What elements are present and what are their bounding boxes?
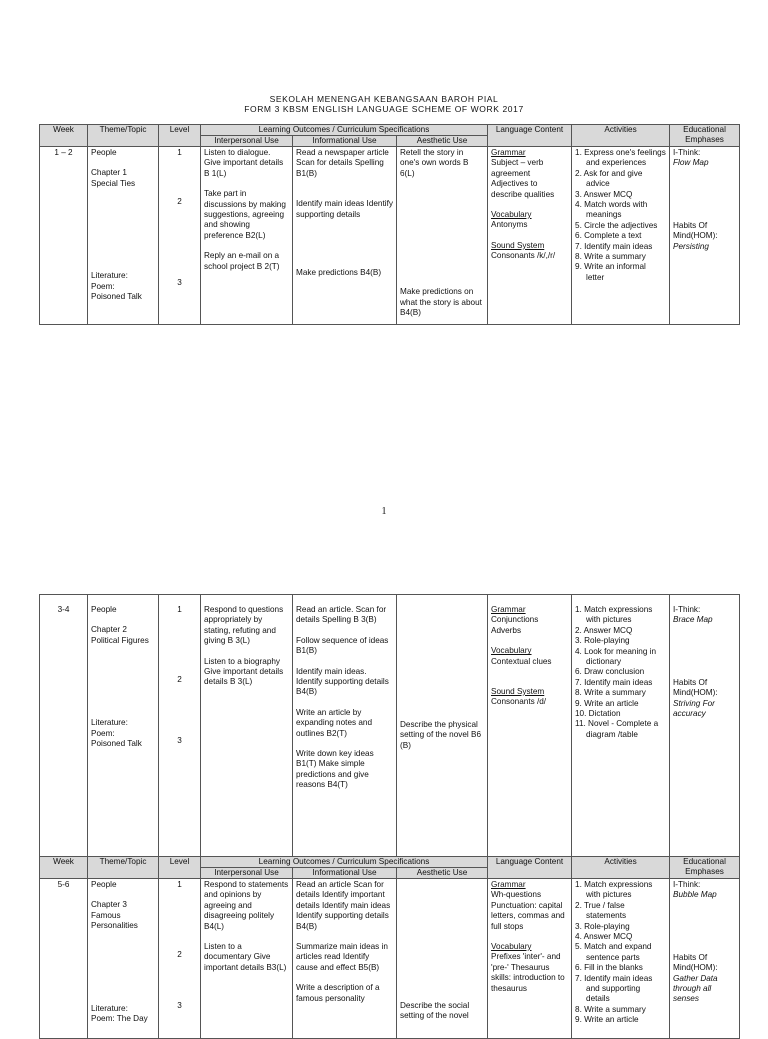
activities-cell bbox=[572, 879, 670, 1039]
ithink-label: I-Think: bbox=[673, 148, 701, 157]
level-1: 1 bbox=[177, 605, 182, 614]
sound-heading: Sound System bbox=[491, 687, 545, 697]
activity-item: 2. Answer MCQ bbox=[575, 625, 633, 635]
informational-cell bbox=[293, 595, 397, 857]
activity-item: 4. Look for meaning in dictionary bbox=[575, 646, 657, 667]
hom-value: Gather Data through all senses bbox=[673, 973, 718, 1004]
literature-label: Literature: bbox=[91, 1003, 128, 1013]
scheme-table-week-1-2 bbox=[39, 124, 740, 325]
ithink-map: Flow Map bbox=[673, 158, 709, 168]
activity-item: 2. True / false statements bbox=[575, 900, 627, 921]
col-week: Week bbox=[40, 125, 88, 147]
chapter-text: Chapter 1 bbox=[91, 168, 127, 178]
poem-title: Poisoned Talk bbox=[91, 292, 142, 302]
theme-text: People bbox=[91, 605, 117, 614]
activity-item: 6. Draw conclusion bbox=[575, 667, 645, 677]
col-theme: Theme/Topic bbox=[88, 125, 159, 147]
poem-title: Poisoned Talk bbox=[91, 739, 142, 749]
activity-item: 1. Match expressions with pictures bbox=[575, 605, 653, 625]
col-informational: Informational Use bbox=[293, 136, 397, 147]
topic-text: Special Ties bbox=[91, 178, 136, 188]
outcome-text: Describe the physical setting of the novel B6 (B) bbox=[400, 720, 482, 750]
col-interpersonal: Interpersonal Use bbox=[201, 868, 293, 879]
vocabulary-text: Contextual clues bbox=[491, 656, 552, 666]
activity-item: 2. Ask for and give advice bbox=[575, 168, 643, 189]
hom-label: Habits Of Mind(HOM): bbox=[673, 220, 718, 241]
outcome-text: Make predictions on what the story is about B4(B) bbox=[400, 287, 482, 318]
outcome-text: Respond to questions appropriately by stating, refuting and giving B 3(L) bbox=[204, 605, 284, 646]
hom-value: Persisting bbox=[673, 241, 709, 251]
col-theme: Theme/Topic bbox=[88, 857, 159, 879]
scheme-table-week-3-4 bbox=[39, 594, 740, 857]
aesthetic-cell bbox=[397, 595, 488, 857]
activity-item: 8. Write a summary bbox=[575, 1004, 646, 1014]
table-row bbox=[40, 147, 740, 325]
col-educational: Educational Emphases bbox=[670, 857, 740, 879]
poem-label: Poem: The Day bbox=[91, 1014, 148, 1024]
activity-item: 3. Answer MCQ bbox=[575, 189, 633, 199]
activity-item: 1. Express one's feelings and experiences bbox=[575, 148, 666, 168]
level-1: 1 bbox=[177, 880, 182, 889]
header-row bbox=[40, 857, 740, 868]
col-educational: Educational Emphases bbox=[670, 125, 740, 147]
grammar-text: Conjunctions Adverbs bbox=[491, 615, 539, 635]
theme-text: People bbox=[91, 148, 117, 157]
activity-item: 9. Write an informal letter bbox=[575, 262, 646, 282]
aesthetic-cell bbox=[397, 147, 488, 325]
activity-item: 1. Match expressions with pictures bbox=[575, 880, 653, 900]
col-interpersonal: Interpersonal Use bbox=[201, 136, 293, 147]
level-2: 2 bbox=[177, 675, 182, 685]
col-level: Level bbox=[159, 125, 201, 147]
theme-cell bbox=[88, 595, 159, 857]
scheme-table-week-5-6 bbox=[39, 856, 740, 1039]
sound-heading: Sound System bbox=[491, 240, 545, 250]
vocabulary-heading: Vocabulary bbox=[491, 942, 532, 952]
outcome-text: Take part in discussions by making suggestions, agreeing and showing preference B2(L) bbox=[204, 189, 286, 240]
language-cell bbox=[488, 147, 572, 325]
col-aesthetic: Aesthetic Use bbox=[397, 136, 488, 147]
outcome-text: Identify main ideas. Identify supporting details B4(B) bbox=[296, 666, 389, 697]
activity-item: 10. Dictation bbox=[575, 709, 621, 719]
ithink-map: Bubble Map bbox=[673, 890, 717, 900]
grammar-text: Wh-questions Punctuation: capital letters, commas and full stops bbox=[491, 890, 565, 931]
page-number: 1 bbox=[381, 506, 387, 517]
activity-item: 4. Answer MCQ bbox=[575, 932, 633, 942]
sound-text: Consonants /k/,/r/ bbox=[491, 251, 556, 261]
interpersonal-cell bbox=[201, 595, 293, 857]
table-row bbox=[40, 879, 740, 1039]
activities-cell bbox=[572, 595, 670, 857]
outcome-text: Read an article. Scan for details Spelling B 3(B) bbox=[296, 605, 387, 625]
activity-item: 9. Write an article bbox=[575, 1015, 639, 1025]
grammar-heading: Grammar bbox=[491, 880, 526, 889]
language-cell bbox=[488, 879, 572, 1039]
outcome-text: Write a description of a famous personality bbox=[296, 983, 380, 1003]
activity-item: 7. Identify main ideas and supporting details bbox=[575, 973, 653, 1004]
sound-text: Consonants /d/ bbox=[491, 697, 547, 707]
week-cell: 3-4 bbox=[40, 595, 88, 857]
activity-item: 9. Write an article bbox=[575, 698, 639, 708]
col-language: Language Content bbox=[488, 125, 572, 147]
outcome-text: Make predictions B4(B) bbox=[296, 268, 382, 278]
chapter-text: Chapter 2 bbox=[91, 625, 127, 635]
hom-label: Habits Of Mind(HOM): bbox=[673, 952, 718, 973]
outcome-text: Identify main ideas Identify supporting details bbox=[296, 199, 393, 219]
level-2: 2 bbox=[177, 950, 182, 960]
activity-item: 3. Role-playing bbox=[575, 921, 630, 931]
informational-cell bbox=[293, 147, 397, 325]
theme-text: People bbox=[91, 880, 117, 889]
theme-cell bbox=[88, 147, 159, 325]
col-activities: Activities bbox=[572, 857, 670, 879]
document-title: FORM 3 KBSM ENGLISH LANGUAGE SCHEME OF WORK 2017 bbox=[244, 104, 524, 114]
outcome-text: Respond to statements and opinions by agreeing and disagreeing politely B4(L) bbox=[204, 880, 289, 931]
educational-cell bbox=[670, 147, 740, 325]
col-week: Week bbox=[40, 857, 88, 879]
topic-text: Political Figures bbox=[91, 635, 149, 645]
col-language: Language Content bbox=[488, 857, 572, 879]
grammar-text: Subject – verb agreement Adjectives to describe qualities bbox=[491, 158, 555, 199]
table-row bbox=[40, 595, 740, 857]
informational-cell bbox=[293, 879, 397, 1039]
vocabulary-heading: Vocabulary bbox=[491, 646, 532, 656]
outcome-text: Listen to a documentary Give important details B3(L) bbox=[204, 942, 287, 972]
activity-item: 3. Role-playing bbox=[575, 636, 630, 646]
activity-item: 6. Fill in the blanks bbox=[575, 963, 643, 973]
level-cell bbox=[159, 879, 201, 1039]
level-3: 3 bbox=[177, 735, 182, 745]
poem-label: Poem: bbox=[91, 728, 115, 738]
level-3: 3 bbox=[177, 1000, 182, 1010]
aesthetic-cell bbox=[397, 879, 488, 1039]
activity-item: 6. Complete a text bbox=[575, 231, 642, 241]
activity-item: 5. Circle the adjectives bbox=[575, 220, 658, 230]
level-cell bbox=[159, 147, 201, 325]
header-row bbox=[40, 125, 740, 136]
outcome-text: Read an article Scan for details Identify important details Identify main ideas Identify supporting details B4(B) bbox=[296, 880, 391, 931]
literature-label: Literature: bbox=[91, 718, 128, 728]
level-3: 3 bbox=[177, 277, 182, 287]
topic-text: Famous Personalities bbox=[91, 910, 138, 931]
grammar-heading: Grammar bbox=[491, 605, 526, 614]
outcome-text: Listen to a biography Give important details details B 3(L) bbox=[204, 656, 284, 687]
language-cell bbox=[488, 595, 572, 857]
outcome-text: Write down key ideas B1(T) Make simple predictions and give reasons B4(T) bbox=[296, 749, 374, 790]
col-activities: Activities bbox=[572, 125, 670, 147]
week-cell: 1 – 2 bbox=[40, 147, 88, 325]
educational-cell bbox=[670, 879, 740, 1039]
outcome-text: Describe the social setting of the novel bbox=[400, 1001, 470, 1021]
activity-item: 8. Write a summary bbox=[575, 688, 646, 698]
activity-item: 7. Identify main ideas bbox=[575, 241, 653, 251]
level-2: 2 bbox=[177, 197, 182, 207]
chapter-text: Chapter 3 bbox=[91, 900, 127, 910]
theme-cell bbox=[88, 879, 159, 1039]
ithink-label: I-Think: bbox=[673, 605, 701, 614]
activities-cell bbox=[572, 147, 670, 325]
outcome-text: Listen to dialogue. Give important details B 1(L) bbox=[204, 148, 284, 178]
col-informational: Informational Use bbox=[293, 868, 397, 879]
outcome-text: Summarize main ideas in articles read Identify cause and effect B5(B) bbox=[296, 942, 388, 972]
col-level: Level bbox=[159, 857, 201, 879]
activity-item: 4. Match words with meanings bbox=[575, 200, 648, 220]
activity-item: 11. Novel - Complete a diagram /table bbox=[575, 719, 659, 739]
activity-item: 5. Match and expand sentence parts bbox=[575, 942, 652, 962]
week-cell: 5-6 bbox=[40, 879, 88, 1039]
grammar-heading: Grammar bbox=[491, 148, 526, 157]
hom-label: Habits Of Mind(HOM): bbox=[673, 677, 718, 698]
outcome-text: Follow sequence of ideas B1(B) bbox=[296, 635, 389, 656]
level-1: 1 bbox=[177, 148, 182, 157]
outcome-text: Retell the story in one's own words B 6(L) bbox=[400, 148, 469, 178]
interpersonal-cell bbox=[201, 879, 293, 1039]
activity-item: 8. Write a summary bbox=[575, 252, 646, 262]
educational-cell bbox=[670, 595, 740, 857]
interpersonal-cell bbox=[201, 147, 293, 325]
outcome-text: Read a newspaper article Scan for details Spelling B1(B) bbox=[296, 148, 389, 178]
activity-item: 7. Identify main ideas bbox=[575, 677, 653, 687]
vocabulary-heading: Vocabulary bbox=[491, 210, 532, 220]
literature-label: Literature: bbox=[91, 271, 128, 281]
hom-value: Striving For accuracy bbox=[673, 698, 715, 719]
poem-label: Poem: bbox=[91, 281, 115, 291]
school-name: SEKOLAH MENENGAH KEBANGSAAN BAROH PIAL bbox=[269, 94, 499, 104]
level-cell bbox=[159, 595, 201, 857]
outcome-text: Write an article by expanding notes and outlines B2(T) bbox=[296, 707, 373, 738]
ithink-label: I-Think: bbox=[673, 880, 701, 889]
ithink-map: Brace Map bbox=[673, 615, 713, 625]
vocabulary-text: Antonyms bbox=[491, 220, 528, 230]
col-aesthetic: Aesthetic Use bbox=[397, 868, 488, 879]
col-outcomes: Learning Outcomes / Curriculum Specifications bbox=[201, 857, 488, 868]
vocabulary-text: Prefixes 'inter'- and 'pre-' Thesaurus skills: introduction to thesaurus bbox=[491, 952, 565, 993]
col-outcomes: Learning Outcomes / Curriculum Specifications bbox=[201, 125, 488, 136]
outcome-text: Reply an e-mail on a school project B 2(T) bbox=[204, 251, 280, 271]
